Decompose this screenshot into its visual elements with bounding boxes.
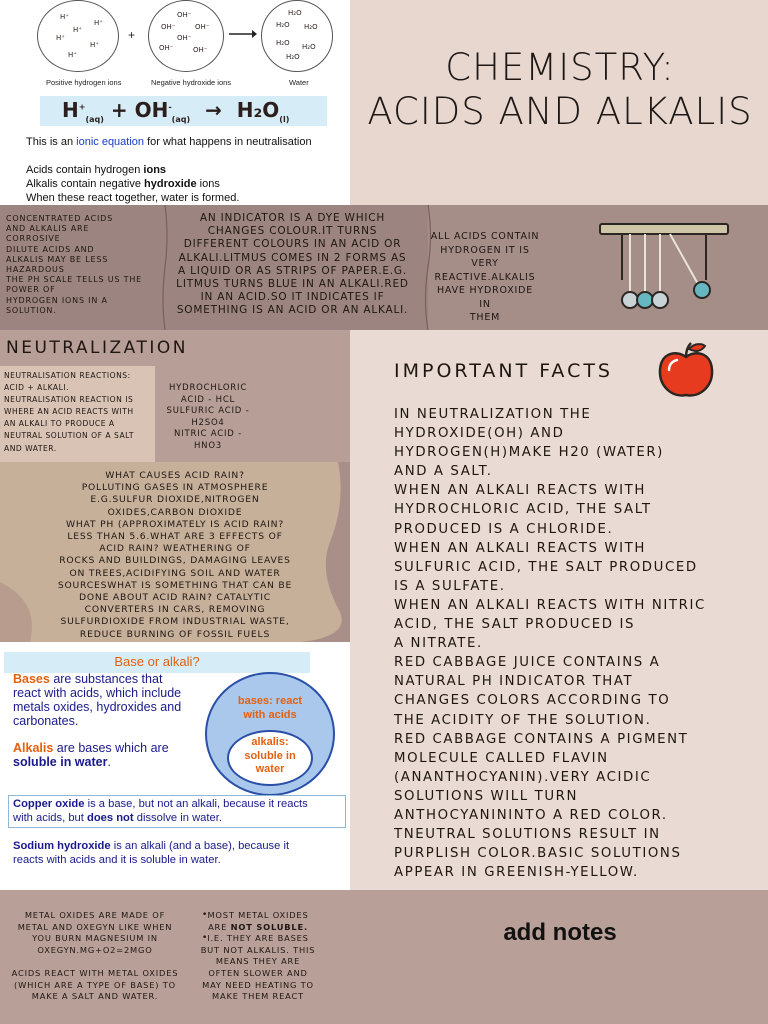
text-line: APPEAR IN GREENISH-YELLOW. (394, 865, 639, 881)
metal-oxides-text (0, 910, 190, 1003)
ion-symbol: H⁺ (94, 19, 103, 27)
text-line: IN AN ACID.SO IT INDICATES IF (200, 291, 385, 304)
text-line: H2SO4 (191, 417, 225, 428)
text-line: MEANS THEY ARE (215, 956, 301, 967)
text-line: AN ALKALI TO PRODUCE A (4, 419, 115, 429)
text-line: OFTEN SLOWER AND (208, 967, 308, 978)
newtons-cradle-icon (598, 220, 730, 315)
sodium-hydroxide-text: Sodium hydroxide is an alkali (and a base), because it reacts with acids and it is soluble in water. (13, 840, 290, 866)
text-line: SULFURIC ACID, THE SALT PRODUCED (394, 559, 698, 575)
text-line: THEM (469, 312, 501, 323)
text-line: HAVE HYDROXIDE IN (436, 285, 534, 310)
text-line: SOLUTIONS WILL TURN (394, 788, 579, 804)
text-line: MOLECULE CALLED FLAVIN (394, 750, 609, 766)
text-line: PRODUCED IS A CHLORIDE. (394, 521, 614, 537)
page-title: CHEMISTRY: ACIDS AND ALKALIS (367, 46, 753, 133)
molecule-symbol: H₂O (276, 21, 290, 29)
ion-symbol: OH⁻ (161, 23, 176, 31)
text-line: METAL OXIDES ARE MADE OF (24, 910, 166, 920)
text-line: HYDROGEN IONS IN A (6, 295, 108, 305)
metal-oxides-soluble-text: MOST METAL OXIDES ARE NOT SOLUBLE. I.E. THEY ARE BASES BUT NOT ALKALIS. THIS MEANS THEY ARE OFTEN SLOWER AND MAY NEED HEATING TO MAKE THEM REACT (200, 910, 316, 1002)
molecule-symbol: H₂O (304, 23, 318, 31)
acid-rain-text (0, 470, 350, 641)
text-line: LESS THAN 5.6.WHAT ARE 3 EFFECTS OF (67, 531, 283, 543)
bases-circle-label: bases: react with acids (237, 695, 303, 721)
text-line: MAKE A SALT AND WATER. (31, 991, 159, 1002)
text-line: POWER OF (6, 285, 56, 295)
text-line: WHAT PH (APPROXIMATELY IS ACID RAIN? (65, 518, 285, 530)
text-line: ACID RAIN? WEATHERING OF (99, 543, 251, 555)
text-line: HNO3 (193, 440, 223, 451)
text-line: A NITRATE. (394, 636, 483, 652)
text-line: RED CABBAGE JUICE CONTAINS A (394, 655, 661, 671)
text-line: ON TREES,ACIDIFYING SOIL AND WATER (69, 567, 281, 579)
apple-icon (655, 340, 717, 400)
text-line: LITMUS TURNS BLUE IN AN ALKALI.RED (176, 278, 409, 291)
text-line: DILUTE ACIDS AND (6, 244, 95, 254)
positive-ions-label: Positive hydrogen ions (46, 78, 122, 87)
text-line: NEUTRAL SOLUTION OF A SALT (4, 431, 134, 441)
bases-definition: Bases are substances that react with acids, which include metals oxides, hydroxides and carbonates. (13, 672, 182, 728)
text-line: CHANGES COLOUR.IT TURNS (207, 225, 378, 238)
text-line: NITRIC ACID - (174, 429, 242, 439)
text-line: ALKALI.LITMUS COMES IN 2 FORMS AS (178, 251, 407, 264)
text-line: OXEGYN.MG+O2=2MGO (37, 944, 153, 955)
ion-symbol: OH⁻ (195, 23, 210, 31)
text-line: DIFFERENT COLOURS IN AN ACID OR (183, 238, 402, 251)
text-line: ALL ACIDS CONTAIN (430, 231, 540, 242)
alkalis-note: Alkalis contain negative hydroxide ions (26, 178, 220, 190)
molecule-symbol: H₂O (276, 39, 290, 47)
ion-symbol: H⁺ (68, 51, 77, 59)
text-line: ACID, THE SALT PRODUCED IS (394, 617, 636, 633)
text-line: WHEN AN ALKALI REACTS WITH (394, 540, 646, 556)
text-line: ACIDS REACT WITH METAL OXIDES (11, 967, 179, 978)
text-line: YOU BURN MAGNESIUM IN (32, 933, 158, 944)
text-line: HYDROCHLORIC ACID, THE SALT (394, 502, 652, 518)
base-or-alkali-title: Base or alkali? (114, 654, 200, 669)
text-line: NEUTRALISATION REACTION IS (4, 395, 134, 405)
text-line: NEUTRALISATION REACTIONS: (4, 371, 131, 380)
text-line: MAKE THEM REACT (212, 991, 304, 1002)
text-line: WHERE AN ACID REACTS WITH (4, 407, 134, 417)
ion-symbol: OH⁻ (177, 11, 192, 19)
text-line: HYDROXIDE(OH) AND (394, 426, 565, 442)
molecule-symbol: H₂O (288, 9, 302, 17)
text-line: HYDROCHLORIC (168, 383, 248, 393)
hydroxide-ions-circle (148, 0, 224, 72)
water-molecules-circle (261, 0, 333, 72)
text-line: ACID - HCL (180, 394, 236, 405)
bullet-icon: • (202, 910, 209, 920)
text-line: WHAT CAUSES ACID RAIN? (105, 470, 245, 481)
text-line: REACTIVE.ALKALIS (434, 271, 536, 283)
water-label: Water (289, 78, 309, 87)
molecule-symbol: H₂O (286, 53, 300, 61)
alkalis-circle-label: alkalis: soluble in water (244, 736, 296, 775)
concentrated-acids-text (6, 214, 142, 316)
text-line: MAY NEED HEATING TO (202, 979, 314, 990)
text-line: CORROSIVE (6, 234, 61, 244)
text-line: THE ACIDITY OF THE SOLUTION. (394, 712, 652, 728)
text-line (0, 956, 190, 968)
text-line: SULFURDIOXIDE FROM INDUSTRIAL WASTE, (60, 616, 290, 628)
ion-symbol: OH⁻ (193, 46, 208, 54)
bullet-icon: • (202, 933, 209, 943)
text-line: ANTHOCYANININTO A RED COLOR. (394, 807, 668, 823)
molecule-symbol: H₂O (302, 43, 316, 51)
ionic-equation-note: This is an ionic equation for what happens in neutralisation (26, 136, 312, 148)
ion-symbol: H⁺ (90, 41, 99, 49)
text-line: PURPLISH COLOR.BASIC SOLUTIONS (394, 846, 682, 862)
text-line: ROCKS AND BUILDINGS, DAMAGING LEAVES (59, 555, 291, 567)
text-line: THE PH SCALE TELLS US THE (6, 275, 142, 285)
negative-ions-label: Negative hydroxide ions (151, 78, 232, 87)
text-line: OXIDES,CARBON DIOXIDE (107, 506, 243, 518)
neutralization-heading: NEUTRALIZATION (6, 338, 188, 358)
ionic-equation: $H^+_{(aq)} + OH^-_{(aq)} \to H_2O_{(l)}$ (62, 98, 290, 124)
text-line: (ANANTHOCYANIN).VERY ACIDIC (394, 769, 652, 785)
text-line: AN INDICATOR IS A DYE WHICH (199, 212, 386, 224)
text-line: NATURAL PH INDICATOR THAT (394, 674, 634, 690)
ion-symbol: H⁺ (56, 34, 65, 42)
text-line: REDUCE BURNING OF FOSSIL FUELS (79, 628, 271, 640)
text-line: POLLUTING GASES IN ATMOSPHERE (81, 482, 269, 494)
text-line: SOLUTION. (6, 305, 57, 315)
indicator-text (160, 212, 425, 318)
text-line: SULFURIC ACID - (166, 406, 250, 416)
neutralisation-reactions-text (4, 370, 134, 455)
text-line: IN NEUTRALIZATION THE (394, 407, 592, 422)
plus-sign: + (128, 28, 136, 42)
text-line: WHEN AN ALKALI REACTS WITH (394, 483, 646, 499)
hydrogen-ions-circle (37, 0, 119, 72)
alkalis-definition: Alkalis are bases which are soluble in water. (13, 741, 169, 769)
text-line: WHEN AN ALKALI REACTS WITH NITRIC (394, 597, 706, 613)
text-line: HYDROGEN(H)MAKE H20 (WATER) (394, 445, 664, 461)
text-line: CHANGES COLORS ACCORDING TO (394, 693, 671, 709)
text-line: (WHICH ARE A TYPE OF BASE) TO (14, 979, 176, 990)
ion-symbol: OH⁻ (177, 34, 192, 42)
text-line: METAL AND OXEGYN LIKE WHEN (17, 921, 173, 932)
text-line: SOURCESWHAT IS SOMETHING THAT CAN BE (57, 579, 293, 591)
text-line: I.E. THEY ARE BASES (207, 933, 309, 944)
text-line: IS A SULFATE. (394, 578, 506, 594)
ionic-equation-link[interactable]: ionic equation (76, 136, 145, 148)
arrow-right-icon (228, 28, 258, 40)
text-line: AND A SALT. (394, 464, 493, 480)
important-facts-text (394, 405, 706, 882)
text-line: HAZARDOUS (6, 265, 65, 275)
ion-symbol: OH⁻ (159, 44, 174, 52)
text-line: ALKALIS MAY BE LESS (6, 254, 109, 264)
copper-oxide-text: Copper oxide is a base, but not an alkali, because it reacts with acids, but does not dissolve in water. (13, 798, 308, 824)
acids-note: Acids contain hydrogen ions (26, 164, 167, 176)
ion-symbol: H⁺ (60, 13, 69, 21)
text-line: BUT NOT ALKALIS. THIS (200, 944, 316, 955)
text-line: E.G.SULFUR DIOXIDE,NITROGEN (90, 494, 260, 506)
text-line: DONE ABOUT ACID RAIN? CATALYTIC (79, 592, 271, 604)
important-facts-heading: IMPORTANT FACTS (394, 360, 613, 382)
text-line: TNEUTRAL SOLUTIONS RESULT IN (394, 827, 661, 843)
text-line: A LIQUID OR AS STRIPS OF PAPER.E.G. (178, 264, 407, 277)
all-acids-text (430, 230, 540, 325)
add-notes-label[interactable]: add notes (503, 919, 617, 946)
acids-formula-list (158, 383, 258, 452)
text-line: HYDROGEN IT IS (440, 244, 530, 256)
text-line: SOMETHING IS AN ACID OR AN ALKALI. (176, 304, 409, 317)
text-line: CONVERTERS IN CARS, REMOVING (84, 604, 266, 616)
text-line: ACID + ALKALI. (4, 383, 69, 393)
text-line: RED CABBAGE CONTAINS A PIGMENT (394, 731, 689, 747)
text-line: AND ALKALIS ARE (6, 224, 90, 234)
ion-symbol: H⁺ (73, 26, 82, 34)
text-line: VERY (471, 258, 499, 269)
text-line: CONCENTRATED ACIDS (6, 214, 114, 223)
water-formed-note: When these react together, water is formed. (26, 192, 240, 204)
text-line: AND WATER. (4, 443, 57, 453)
